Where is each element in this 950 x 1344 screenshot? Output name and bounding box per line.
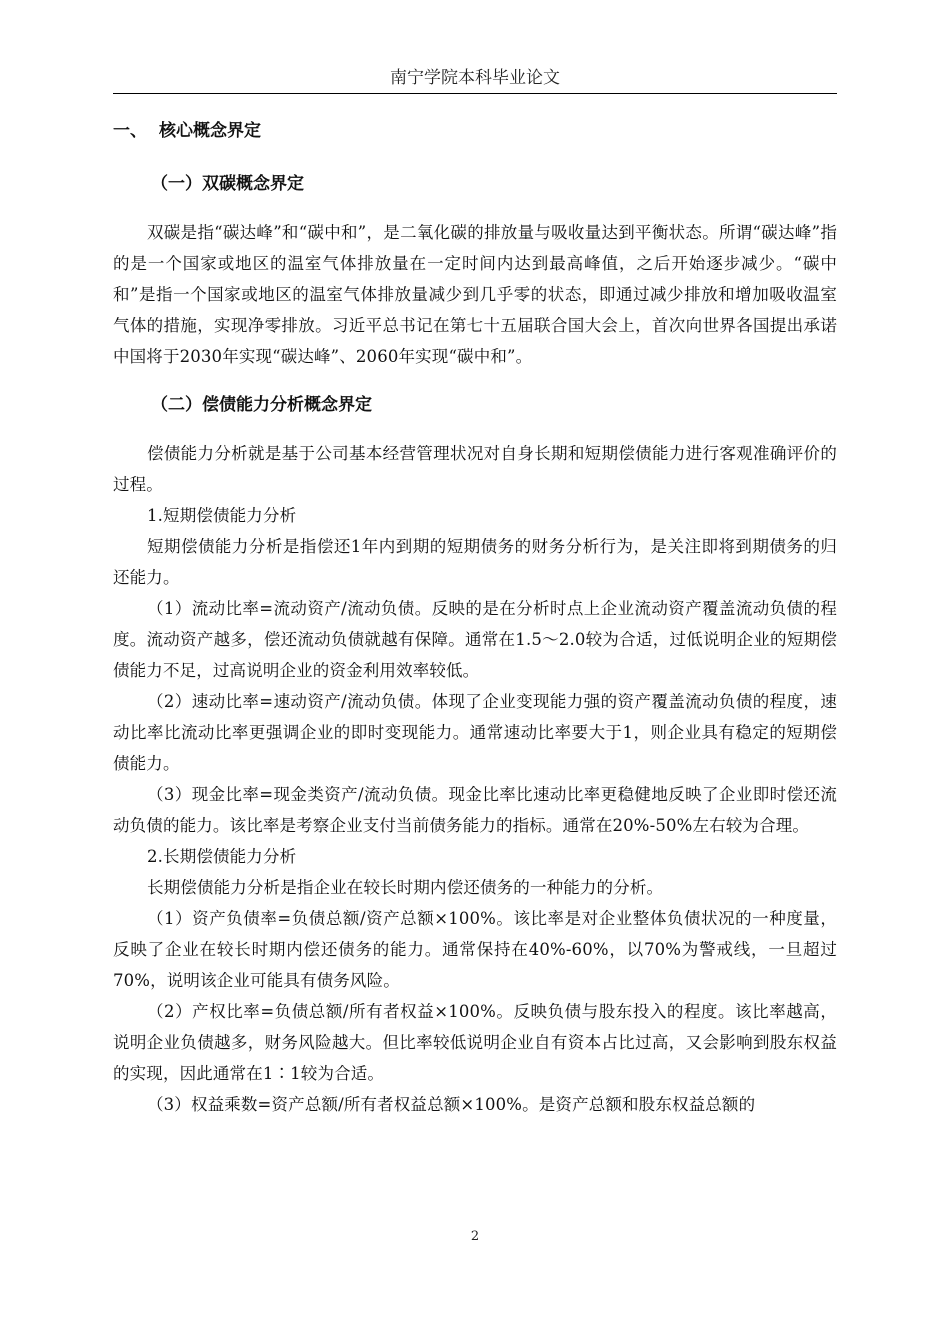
paragraph: （3）权益乘数=资产总额/所有者权益总额×100%。是资产总额和股东权益总额的 bbox=[147, 1095, 756, 1114]
section-heading bbox=[113, 116, 837, 146]
section-number: 一、 bbox=[113, 121, 147, 141]
paragraph: （1）资产负债率=负债总额/资产总额×100%。该比率是对企业整体负债状况的一种度量，反映了企业在较长时期内偿还债务的能力。通常保持在40%-60%，以70%为警戒线，一旦超过70%，说明该企业可能具有债务风险。 bbox=[113, 909, 837, 990]
list-heading-short-term: 1.短期偿债能力分析 bbox=[147, 506, 297, 525]
header-rule bbox=[113, 93, 837, 94]
paragraph: （1）流动比率=流动资产/流动负债。反映的是在分析时点上企业流动资产覆盖流动负债的程度。流动资产越多，偿还流动负债就越有保障。通常在1.5～2.0较为合适，过低说明企业的短期偿债能力不足，过高说明企业的资金利用效率较低。 bbox=[113, 599, 837, 680]
page-number: 2 bbox=[470, 1229, 480, 1244]
paragraph: 长期偿债能力分析是指企业在较长时期内偿还债务的一种能力的分析。 bbox=[147, 878, 664, 897]
page-content bbox=[113, 116, 837, 1120]
subsection-heading-2: （二）偿债能力分析概念界定 bbox=[151, 395, 372, 415]
paragraph: （2）产权比率=负债总额/所有者权益×100%。反映负债与股东投入的程度。该比率越高，说明企业负债越多，财务风险越大。但比率较低说明企业自有资本占比过高，又会影响到股东权益的实现，因此通常在1∶1较为合适。 bbox=[113, 1002, 837, 1083]
page-header: 南宁学院本科毕业论文 bbox=[390, 68, 560, 88]
paragraph: 偿债能力分析就是基于公司基本经营管理状况对自身长期和短期偿债能力进行客观准确评价的过程。 bbox=[113, 444, 837, 494]
paragraph: （2）速动比率=速动资产/流动负债。体现了企业变现能力强的资产覆盖流动负债的程度，速动比率比流动比率更强调企业的即时变现能力。通常速动比率要大于1，则企业具有稳定的短期偿债能力。 bbox=[113, 692, 837, 773]
section-title: 核心概念界定 bbox=[159, 121, 261, 141]
paragraph: （3）现金比率=现金类资产/流动负债。现金比率比速动比率更稳健地反映了企业即时偿还流动负债的能力。该比率是考察企业支付当前债务能力的指标。通常在20%-50%左右较为合理。 bbox=[113, 785, 837, 835]
subsection-heading-1: （一）双碳概念界定 bbox=[151, 174, 304, 194]
paragraph: 短期偿债能力分析是指偿还1年内到期的短期债务的财务分析行为，是关注即将到期债务的归还能力。 bbox=[113, 537, 837, 587]
paragraph: 双碳是指“碳达峰”和“碳中和”，是二氧化碳的排放量与吸收量达到平衡状态。所谓“碳达峰”指的是一个国家或地区的温室气体排放量在一定时间内达到最高峰值，之后开始逐步减少。“碳中和”是指一个国家或地区的温室气体排放量减少到几乎零的状态，即通过减少排放和增加吸收温室气体的措施，实现净零排放。习近平总书记在第七十五届联合国大会上，首次向世界各国提出承诺中国将于2030年实现“碳达峰”、2060年实现“碳中和”。 bbox=[113, 223, 837, 366]
list-heading-long-term: 2.长期偿债能力分析 bbox=[147, 847, 297, 866]
